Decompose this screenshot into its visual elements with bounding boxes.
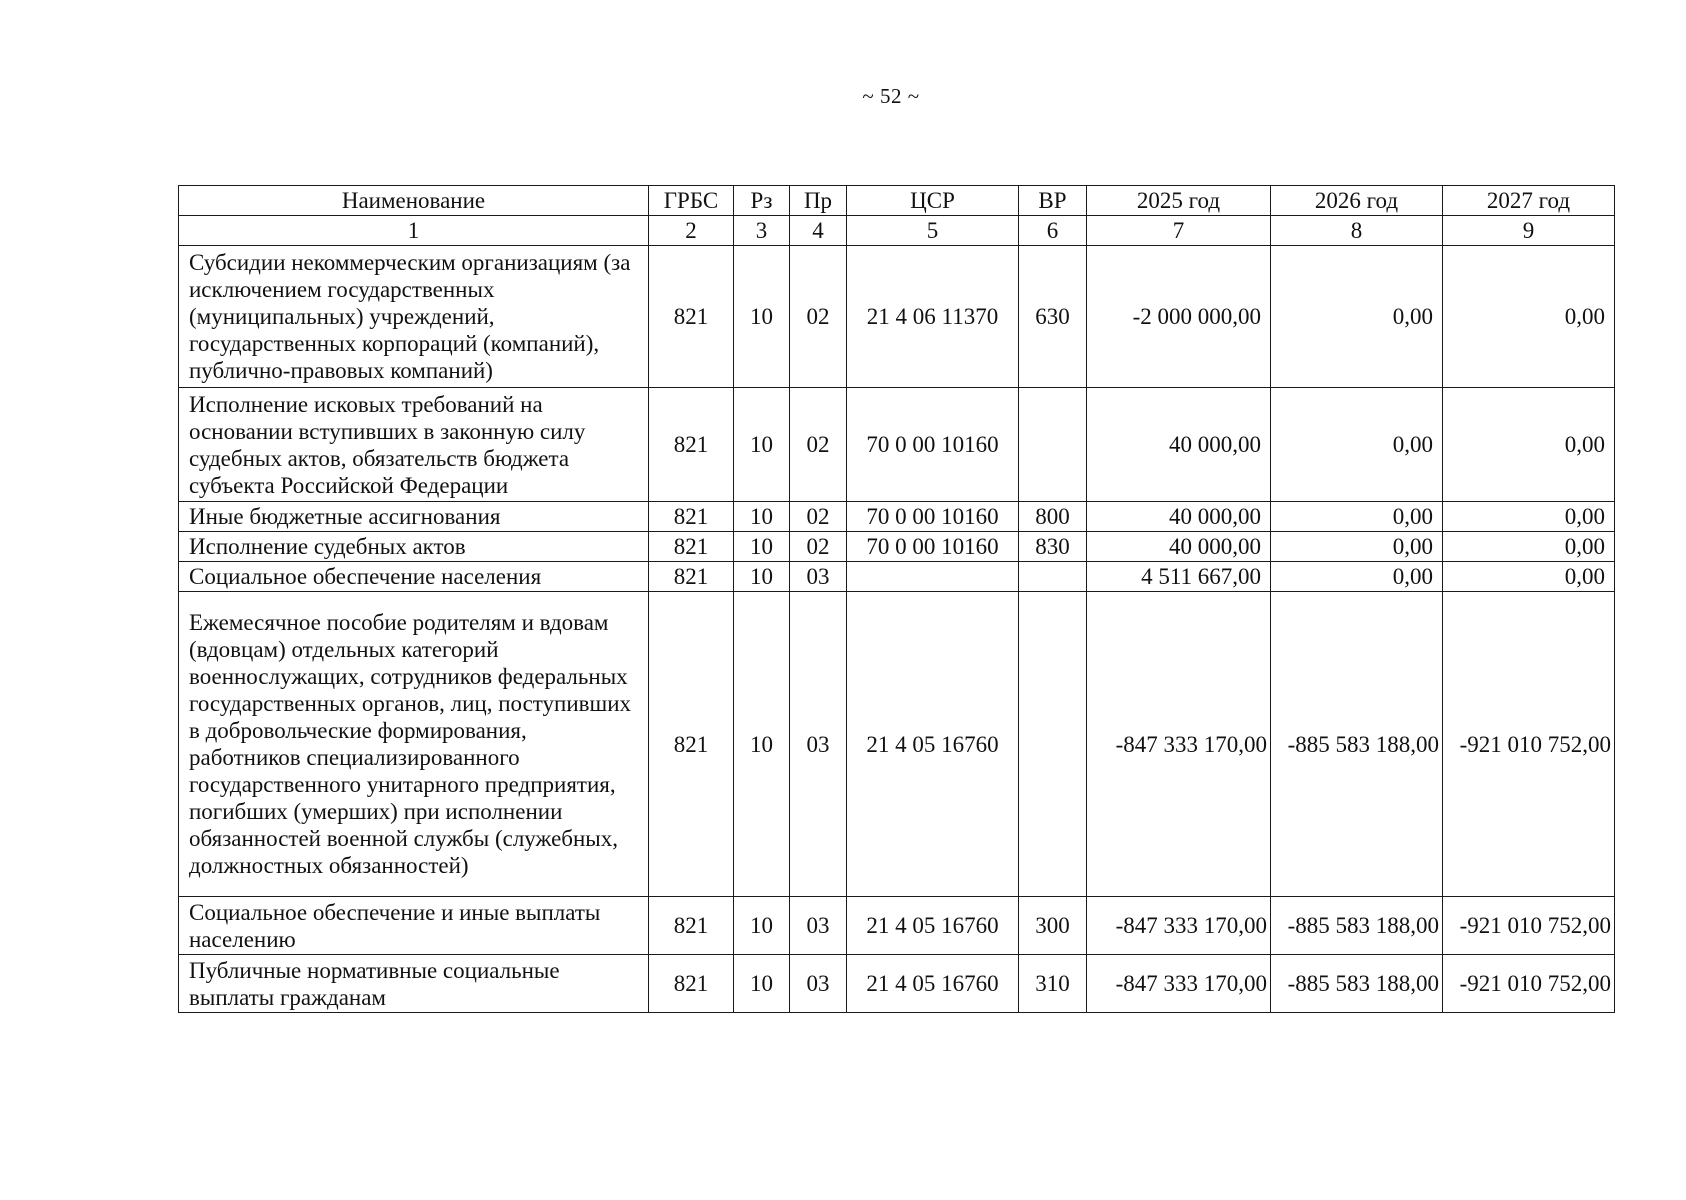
row-grbs: 821 xyxy=(649,592,734,897)
header-name: Наименование xyxy=(179,186,649,216)
column-number: 1 xyxy=(179,216,649,246)
row-2026: -885 583 188,00 xyxy=(1271,955,1443,1013)
row-2026: 0,00 xyxy=(1271,562,1443,592)
row-2027: 0,00 xyxy=(1443,502,1615,532)
header-row xyxy=(179,186,1615,216)
row-2025: 40 000,00 xyxy=(1087,502,1271,532)
budget-table xyxy=(178,185,1615,1013)
row-grbs: 821 xyxy=(649,388,734,502)
row-vr: 300 xyxy=(1019,897,1087,955)
row-vr: 630 xyxy=(1019,246,1087,388)
row-pr: 02 xyxy=(790,388,847,502)
column-number: 3 xyxy=(734,216,790,246)
table-row xyxy=(179,562,1615,592)
row-2026: 0,00 xyxy=(1271,246,1443,388)
row-csr: 21 4 05 16760 xyxy=(847,955,1019,1013)
row-name: Публичные нормативные социальные выплаты гражданам xyxy=(179,955,649,1013)
row-pr: 02 xyxy=(790,502,847,532)
row-2025: -847 333 170,00 xyxy=(1087,592,1271,897)
header-2025: 2025 год xyxy=(1087,186,1271,216)
table-row xyxy=(179,592,1615,897)
row-rz: 10 xyxy=(734,562,790,592)
row-name: Социальное обеспечение и иные выплаты населению xyxy=(179,897,649,955)
row-2025: -847 333 170,00 xyxy=(1087,955,1271,1013)
row-2027: -921 010 752,00 xyxy=(1443,592,1615,897)
row-vr: 830 xyxy=(1019,532,1087,562)
row-csr: 21 4 06 11370 xyxy=(847,246,1019,388)
header-2027: 2027 год xyxy=(1443,186,1615,216)
row-rz: 10 xyxy=(734,388,790,502)
table-row xyxy=(179,532,1615,562)
row-2026: -885 583 188,00 xyxy=(1271,897,1443,955)
row-rz: 10 xyxy=(734,592,790,897)
row-2026: -885 583 188,00 xyxy=(1271,592,1443,897)
row-pr: 02 xyxy=(790,532,847,562)
row-grbs: 821 xyxy=(649,897,734,955)
row-csr: 70 0 00 10160 xyxy=(847,388,1019,502)
row-2025: -2 000 000,00 xyxy=(1087,246,1271,388)
row-rz: 10 xyxy=(734,955,790,1013)
row-2027: -921 010 752,00 xyxy=(1443,955,1615,1013)
row-grbs: 821 xyxy=(649,502,734,532)
column-number: 6 xyxy=(1019,216,1087,246)
row-name: Иные бюджетные ассигнования xyxy=(179,502,649,532)
row-vr xyxy=(1019,592,1087,897)
row-2027: 0,00 xyxy=(1443,532,1615,562)
header-vr: ВР xyxy=(1019,186,1087,216)
row-name: Исполнение судебных актов xyxy=(179,532,649,562)
row-2026: 0,00 xyxy=(1271,502,1443,532)
row-vr xyxy=(1019,562,1087,592)
column-number-row xyxy=(179,216,1615,246)
column-number: 2 xyxy=(649,216,734,246)
row-2025: -847 333 170,00 xyxy=(1087,897,1271,955)
row-csr xyxy=(847,562,1019,592)
row-2025: 40 000,00 xyxy=(1087,388,1271,502)
row-2027: 0,00 xyxy=(1443,562,1615,592)
header-csr: ЦСР xyxy=(847,186,1019,216)
table-row xyxy=(179,246,1615,388)
table-row xyxy=(179,502,1615,532)
row-2025: 4 511 667,00 xyxy=(1087,562,1271,592)
row-2026: 0,00 xyxy=(1271,532,1443,562)
page-number: ~ 52 ~ xyxy=(862,84,920,108)
row-vr: 310 xyxy=(1019,955,1087,1013)
row-name: Ежемесячное пособие родителям и вдовам (вдовцам) отдельных категорий военнослужащих, сотрудников федеральных государственных органов, лиц, поступивших в добровольческие формирования, работников специализированного государственного унитарного предприятия, погибших (умерших) при исполнении обязанностей военной службы (служебных, должностных обязанностей) xyxy=(179,592,649,897)
row-2026: 0,00 xyxy=(1271,388,1443,502)
row-grbs: 821 xyxy=(649,246,734,388)
row-grbs: 821 xyxy=(649,532,734,562)
row-pr: 03 xyxy=(790,897,847,955)
row-grbs: 821 xyxy=(649,955,734,1013)
row-csr: 70 0 00 10160 xyxy=(847,502,1019,532)
row-2027: -921 010 752,00 xyxy=(1443,897,1615,955)
row-csr: 70 0 00 10160 xyxy=(847,532,1019,562)
row-2027: 0,00 xyxy=(1443,388,1615,502)
row-pr: 03 xyxy=(790,955,847,1013)
row-rz: 10 xyxy=(734,502,790,532)
header-grbs: ГРБС xyxy=(649,186,734,216)
table-body xyxy=(179,216,1615,1013)
column-number: 8 xyxy=(1271,216,1443,246)
row-2027: 0,00 xyxy=(1443,246,1615,388)
row-rz: 10 xyxy=(734,897,790,955)
row-pr: 03 xyxy=(790,592,847,897)
row-vr: 800 xyxy=(1019,502,1087,532)
row-pr: 03 xyxy=(790,562,847,592)
column-number: 5 xyxy=(847,216,1019,246)
column-number: 7 xyxy=(1087,216,1271,246)
row-csr: 21 4 05 16760 xyxy=(847,592,1019,897)
table-row xyxy=(179,897,1615,955)
header-pr: Пр xyxy=(790,186,847,216)
row-name: Исполнение исковых требований на основании вступивших в законную силу судебных актов, обязательств бюджета субъекта Российской Федерации xyxy=(179,388,649,502)
row-grbs: 821 xyxy=(649,562,734,592)
column-number: 4 xyxy=(790,216,847,246)
row-2025: 40 000,00 xyxy=(1087,532,1271,562)
row-rz: 10 xyxy=(734,246,790,388)
row-csr: 21 4 05 16760 xyxy=(847,897,1019,955)
column-number: 9 xyxy=(1443,216,1615,246)
header-2026: 2026 год xyxy=(1271,186,1443,216)
table-header xyxy=(179,186,1615,216)
row-name: Субсидии некоммерческим организациям (за исключением государственных (муниципальных) учреждений, государственных корпораций (компаний), публично-правовых компаний) xyxy=(179,246,649,388)
row-vr xyxy=(1019,388,1087,502)
table-row xyxy=(179,955,1615,1013)
row-pr: 02 xyxy=(790,246,847,388)
row-name: Социальное обеспечение населения xyxy=(179,562,649,592)
row-rz: 10 xyxy=(734,532,790,562)
table-row xyxy=(179,388,1615,502)
header-rz: Рз xyxy=(734,186,790,216)
